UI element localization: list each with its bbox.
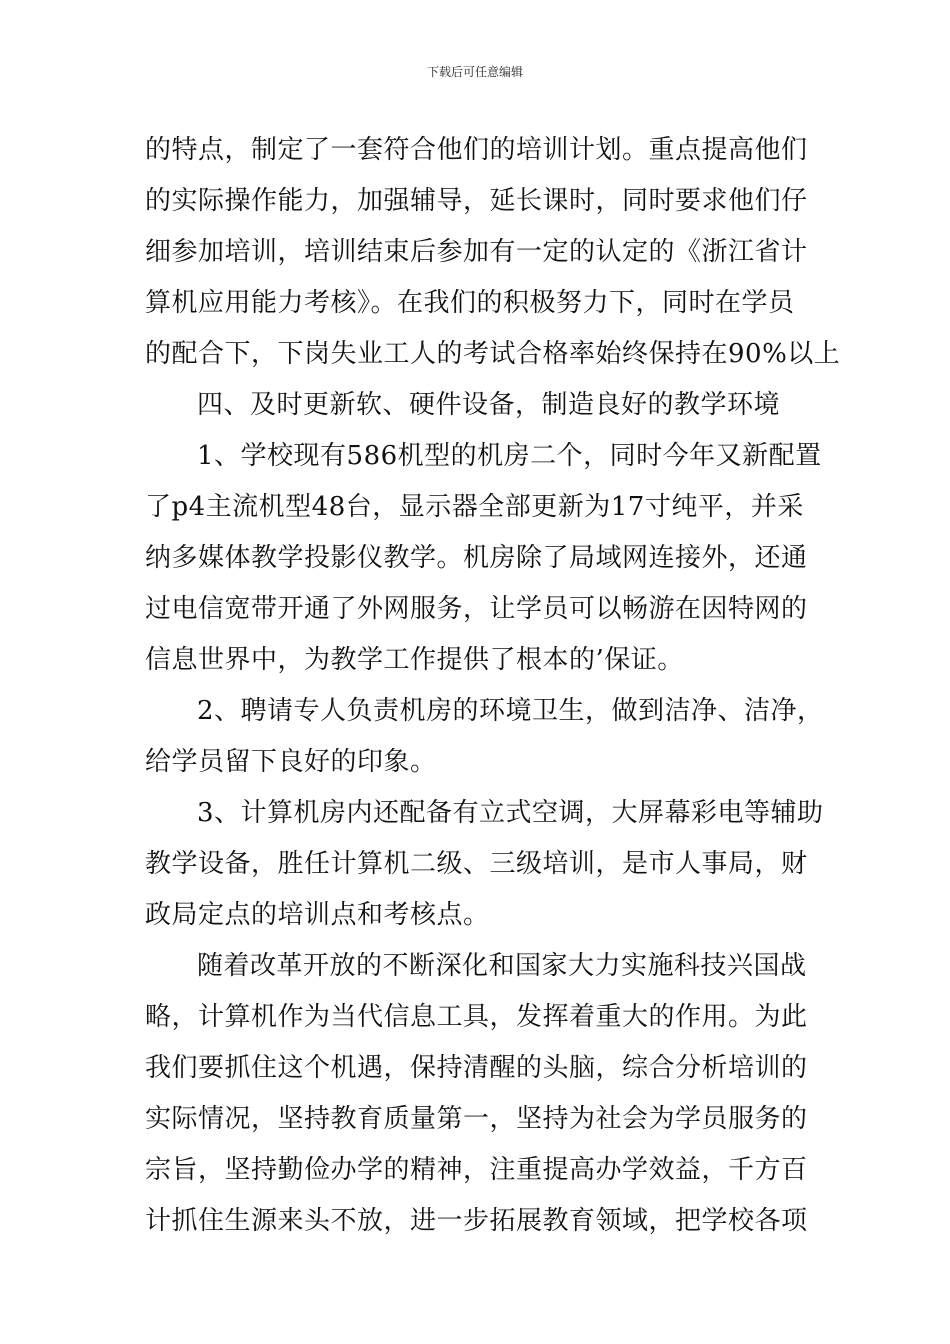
section-heading: 四、及时更新软、硬件设备，制造良好的教学环境 [197,390,781,420]
text-line: 给学员留下良好的印象。 [145,747,437,777]
document-body [145,128,841,1250]
text-line: 细参加培训，培训结束后参加有一定的认定的《浙江省计 [145,237,808,267]
text-line: 信息世界中，为教学工作提供了根本的’保证。 [145,645,684,675]
paragraph-start: 随着改革开放的不断深化和国家大力实施科技兴国战 [197,951,807,981]
text-line: 的配合下，下岗失业工人的考试合格率始终保持在90%以上 [145,339,841,369]
paragraph-start: 3、计算机房内还配备有立式空调，大屏幕彩电等辅助 [197,798,824,828]
text-line: 计抓住生源来头不放，进一步拓展教育领域，把学校各项 [145,1206,808,1236]
text-line: 过电信宽带开通了外网服务，让学员可以畅游在因特网的 [145,594,808,624]
paragraph-start: 1、学校现有586机型的机房二个，同时今年又新配置 [197,441,822,471]
text-line: 政局定点的培训点和考核点。 [145,900,490,930]
text-line: 教学设备，胜任计算机二级、三级培训，是市人事局，财 [145,849,808,879]
text-line: 的特点，制定了一套符合他们的培训计划。重点提高他们 [145,135,808,165]
text-line: 纳多媒体教学投影仪教学。机房除了局域网连接外，还通 [145,543,808,573]
text-line: 我们要抓住这个机遇，保持清醒的头脑，综合分析培训的 [145,1053,808,1083]
page-header: 下载后可任意编辑 [426,65,523,79]
paragraph-start: 2、聘请专人负责机房的环境卫生，做到洁净、洁净， [197,696,824,726]
text-line: 的实际操作能力，加强辅导，延长课时，同时要求他们仔 [145,186,808,216]
text-line: 实际情况，坚持教育质量第一，坚持为社会为学员服务的 [145,1104,808,1134]
text-line: 了p4主流机型48台，显示器全部更新为17寸纯平，并采 [145,492,804,522]
text-line: 略，计算机作为当代信息工具，发挥着重大的作用。为此 [145,1002,808,1032]
text-line: 宗旨，坚持勤俭办学的精神，注重提高办学效益，千方百 [145,1155,808,1185]
text-line: 算机应用能力考核》。在我们的积极努力下，同时在学员 [145,288,795,318]
